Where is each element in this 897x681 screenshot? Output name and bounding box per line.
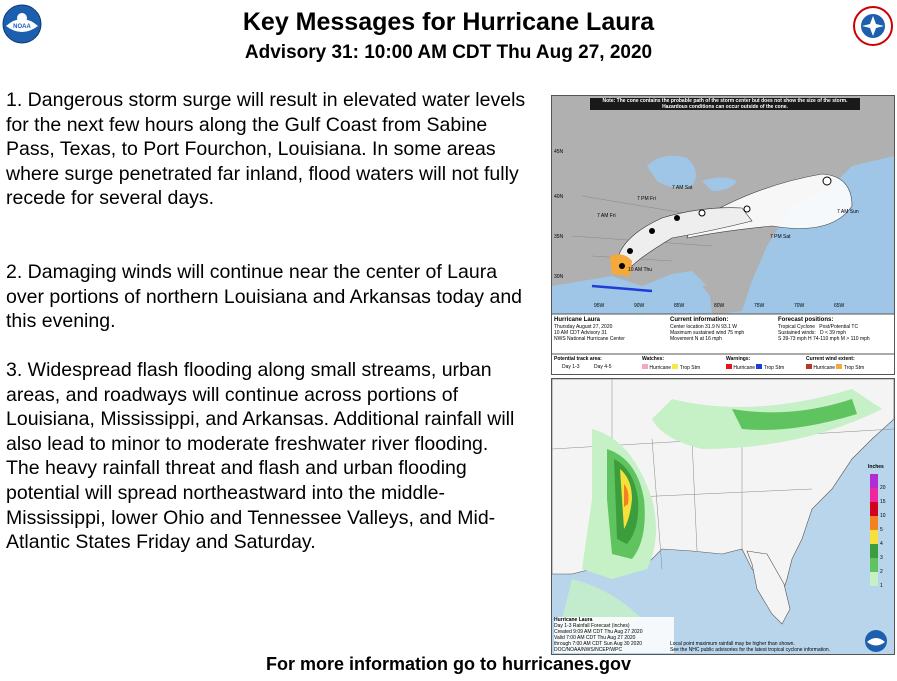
cone-note: Note: The cone contains the probable path of the storm center but does not show the size of the storm. Hazardous conditions can occur outside of the cone. [590, 98, 860, 110]
warn-hurricane-swatch [726, 364, 732, 369]
scale-swatch-20 [870, 474, 878, 488]
current-info-line-2: Maximum sustained wind 75 mph [670, 330, 745, 336]
scale-label-1: 1 [880, 583, 883, 589]
current-info-heading: Current information: [670, 317, 729, 323]
storm-line-1: Thursday August 27, 2020 [554, 324, 613, 330]
wind-h-label: H 74-110 mph [808, 336, 840, 342]
lat-40n: 40N [554, 194, 564, 200]
lon-85w: 85W [674, 303, 685, 309]
label-7am-fri: 7 AM Fri [597, 213, 616, 219]
rain-note-line-1: Local point maximum rainfall may be higher than shown. [670, 641, 795, 647]
footer-link-text: For more information go to hurricanes.gov [265, 654, 632, 674]
track-area-heading: Potential track area: [554, 356, 602, 362]
day45-label: Day 4-5 [594, 364, 612, 370]
noaa-logo-text: NOAA [13, 24, 31, 30]
rain-color-scale [870, 474, 878, 586]
rain-caption-line-4: Valid 7:00 AM CDT Thu Aug 27 2020 [554, 635, 636, 641]
wind-tropstm-swatch [836, 364, 842, 369]
scale-label-10: 10 [880, 513, 886, 519]
wind-tropstm-label: Trop Stm [843, 365, 865, 371]
warn-tropstm-swatch [756, 364, 762, 369]
key-message-2: 2. Damaging winds will continue near the center of Laura over portions of northern Louisiana and Arkansas today and this evening. [6, 261, 523, 333]
current-info-line-3: Movement N at 16 mph [670, 336, 722, 342]
warnings-heading: Warnings: [726, 356, 751, 362]
storm-block [554, 317, 664, 342]
page-title: Key Messages for Hurricane Laura [242, 8, 655, 36]
rain-note-line-2: See the NHC public advisories for the latest tropical cyclone information. [670, 647, 831, 653]
post-tc-label: Post/Potential TC [819, 324, 859, 330]
watch-tropstm-label: Trop Stm [679, 365, 701, 371]
warn-tropstm-label: Trop Stm [763, 365, 785, 371]
label-7am-sat: 7 AM Sat [672, 185, 693, 191]
rain-units-label: Inches [868, 464, 884, 470]
rain-caption [554, 617, 674, 653]
storm-line-3: NWS National Hurricane Center [554, 336, 625, 342]
wind-extent-heading: Current wind extent: [806, 356, 855, 362]
wind-hurricane-label: Hurricane [813, 365, 836, 371]
lon-65w: 65W [834, 303, 845, 309]
advisory-subtitle: Advisory 31: 10:00 AM CDT Thu Aug 27, 2020 [244, 42, 653, 63]
lon-95w: 95W [594, 303, 605, 309]
rainfall-forecast-map [551, 378, 895, 655]
current-info-line-1: Center location 31.9 N 93.1 W [670, 324, 737, 330]
wind-s-label: S 39-73 mph [778, 336, 807, 342]
forecast-positions-heading: Forecast positions: [778, 317, 834, 323]
lon-75w: 75W [754, 303, 765, 309]
rain-caption-line-1: Hurricane Laura [554, 617, 593, 623]
watch-tropstm-swatch [672, 364, 678, 369]
track-cone-map [551, 95, 895, 375]
scale-swatch-15 [870, 488, 878, 502]
scale-swatch-3 [870, 544, 878, 558]
rain-noaa-logo [864, 629, 888, 653]
wind-d-label: D < 39 mph [819, 330, 846, 336]
lon-70w: 70W [794, 303, 805, 309]
scale-label-3: 3 [880, 555, 883, 561]
scale-swatch-10 [870, 502, 878, 516]
label-7am-sun: 7 AM Sun [837, 209, 859, 215]
scale-swatch-4 [870, 530, 878, 544]
label-7pm-sat: 7 PM Sat [770, 234, 791, 240]
lat-35n: 35N [554, 234, 564, 240]
scale-swatch-2 [870, 558, 878, 572]
tropical-cyclone-label: Tropical Cyclone [778, 324, 816, 330]
day13-label: Day 1-3 [562, 364, 580, 370]
wind-m-label: M > 110 mph [840, 336, 870, 342]
rain-note [670, 641, 860, 653]
current-info-block [670, 317, 775, 342]
lat-45n: 45N [554, 149, 564, 155]
watches-heading: Watches: [642, 356, 665, 362]
label-7pm-fri: 7 PM Fri [637, 196, 656, 202]
warn-hurricane-label: Hurricane [733, 365, 756, 371]
storm-name: Hurricane Laura [554, 317, 601, 323]
rain-caption-line-3: Created 9:09 AM CDT Thu Aug 27 2020 [554, 629, 643, 635]
rain-caption-line-2: Day 1-3 Rainfall Forecast (inches) [554, 623, 630, 629]
rain-caption-line-5: through 7:00 AM CDT Sun Aug 30 2020 [554, 641, 643, 647]
lon-90w: 90W [634, 303, 645, 309]
wind-hurricane-swatch [806, 364, 812, 369]
forecast-positions-block [778, 317, 892, 342]
key-message-3: 3. Widespread flash flooding along small streams, urban areas, and roadways will continue across portions of Louisiana, Mississippi, and Arkansas. Additional rainfall will also lead to minor to moderate freshwater river flooding. The heavy rainfall threat and flash and urban flooding potential will spread northeastward into the middle-Mississippi, lower Ohio and Tennessee Valleys, and Mid-Atlantic States Friday and Saturday. [6, 359, 515, 554]
scale-swatch-5 [870, 516, 878, 530]
label-10am-thu: 10 AM Thu [628, 267, 653, 273]
key-message-1: 1. Dangerous storm surge will result in elevated water levels for the next few hours along the Gulf Coast from Sabine Pass, Texas, to Port Fourchon, Louisiana. In some areas where surge penetrated far inland, flood waters will not fully recede for several days. [6, 89, 526, 210]
scale-label-20: 20 [880, 485, 886, 491]
sustained-winds-label: Sustained winds: [778, 330, 816, 336]
watch-hurricane-swatch [642, 364, 648, 369]
watch-hurricane-label: Hurricane [649, 365, 672, 371]
lat-30n: 30N [554, 274, 564, 280]
scale-label-4: 4 [880, 541, 883, 547]
scale-label-5: 5 [880, 527, 883, 533]
scale-label-2: 2 [880, 569, 883, 575]
storm-line-2: 10 AM CDT Advisory 31 [554, 330, 607, 336]
scale-label-15: 15 [880, 499, 886, 505]
scale-swatch-1 [870, 572, 878, 586]
rain-caption-line-6: DOC/NOAA/NWS/NCEP/WPC [554, 647, 623, 653]
lon-80w: 80W [714, 303, 725, 309]
